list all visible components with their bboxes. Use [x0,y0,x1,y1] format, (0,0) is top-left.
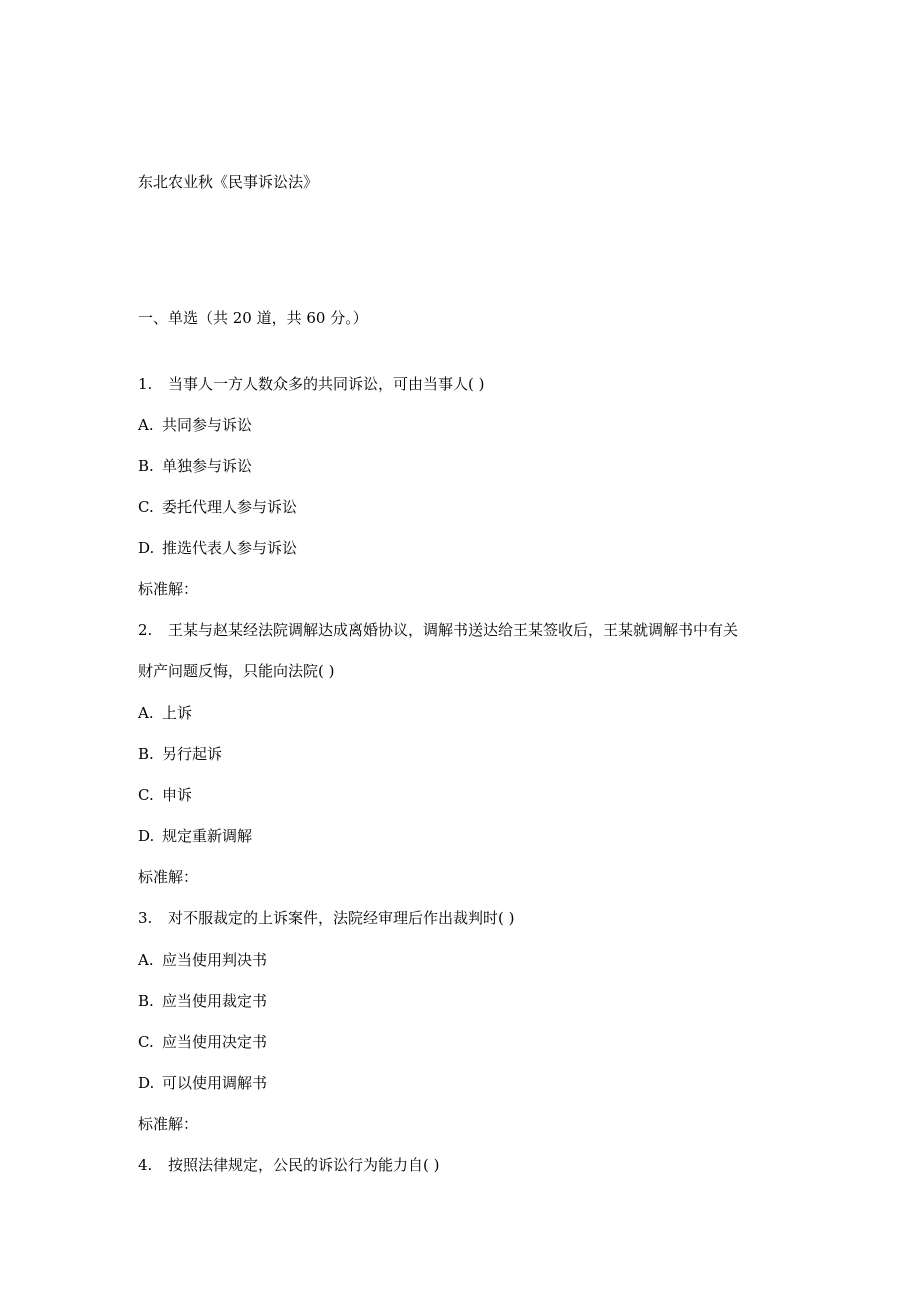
option-d [138,1073,267,1093]
option-letter: C. [138,786,154,804]
option-letter: B. [138,745,154,763]
question-number: 2. [138,621,153,639]
option-text: 可以使用调解书 [162,1074,268,1092]
option-letter: D. [138,1074,155,1092]
option-letter: A. [138,704,154,722]
option-text: 应当使用裁定书 [162,992,268,1010]
answer-label: 标准解： [138,1115,199,1133]
option-text: 委托代理人参与诉讼 [162,498,298,516]
option-b [138,456,252,476]
answer-label: 标准解： [138,868,199,886]
option-d [138,826,252,846]
question-3 [138,908,514,928]
option-d [138,538,297,558]
question-text: 按照法律规定，公民的诉讼行为能力自( ) [168,1156,440,1174]
question-2 [138,620,738,640]
option-text: 申诉 [162,786,193,804]
option-text: 单独参与诉讼 [162,457,253,475]
option-letter: A. [138,416,154,434]
option-b [138,991,267,1011]
question-text: 当事人一方人数众多的共同诉讼，可由当事人( ) [168,375,485,393]
option-b [138,744,222,764]
option-text: 应当使用决定书 [162,1033,268,1051]
option-text: 另行起诉 [162,745,223,763]
option-letter: D. [138,827,155,845]
question-1 [138,374,484,394]
option-letter: D. [138,539,155,557]
option-a [138,415,252,435]
question-number: 4. [138,1156,153,1174]
option-a [138,703,192,723]
option-c [138,785,192,805]
option-text: 应当使用判决书 [162,951,268,969]
option-letter: B. [138,992,154,1010]
question-number: 3. [138,909,153,927]
option-letter: A. [138,951,154,969]
option-text: 共同参与诉讼 [162,416,253,434]
section-heading: 一、单选（共 20 道，共 60 分。） [138,309,368,327]
option-text: 推选代表人参与诉讼 [162,539,298,557]
option-c [138,1032,267,1052]
option-letter: C. [138,498,154,516]
question-4 [138,1155,439,1175]
question-text: 王某与赵某经法院调解达成离婚协议，调解书送达给王某签收后，王某就调解书中有关 [168,621,739,639]
question-text: 对不服裁定的上诉案件，法院经审理后作出裁判时( ) [168,909,515,927]
question-text-continued: 财产问题反悔，只能向法院( ) [138,662,335,680]
option-a [138,950,267,970]
answer-label: 标准解： [138,580,199,598]
option-letter: C. [138,1033,154,1051]
option-text: 上诉 [162,704,193,722]
option-text: 规定重新调解 [162,827,253,845]
option-letter: B. [138,457,154,475]
document-title: 东北农业秋《民事诉讼法》 [138,173,319,191]
question-number: 1. [138,375,153,393]
option-c [138,497,297,517]
